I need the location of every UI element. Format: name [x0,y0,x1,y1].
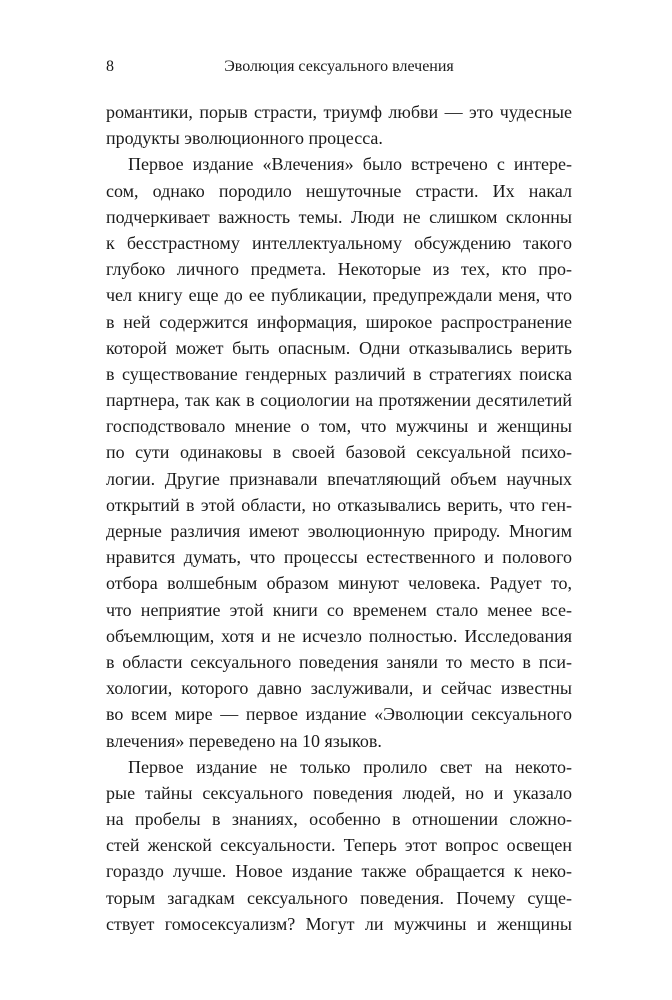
text-line: гораздо лучше. Новое издание также обращается к неко- [106,861,572,882]
text-line: дерные различия имеют эволюционную природу. Многим [106,521,572,541]
text-line: открытий в этой области, но отказывались верить, что ген- [106,494,572,515]
text-line: нравится думать, что процессы естественного и полового [106,547,572,568]
text-line: объемлющим, хотя и не исчезло полностью. Исследования [106,625,572,646]
text-line: логии. Другие признавали впечатляющий объем научных [106,468,572,489]
text-line: подчеркивает важность темы. Люди не слишком склонны [106,206,572,227]
text-line: Первое издание не только пролило свет на некото- [128,756,572,777]
text-line: влечения» переведено на 10 языков. [106,730,382,751]
text-line: романтики, порыв страсти, триумф любви — это чудесные [106,102,572,122]
text-line: сом, однако породило нешуточные страсти. Их накал [106,180,572,201]
page-number: 8 [106,58,114,75]
text-line: ствует гомосексуализм? Могут ли мужчины и женщины [106,913,572,934]
text-line: во всем мире — первое издание «Эволюции сексуального [106,704,572,725]
text-line: которой может быть опасным. Одни отказывались верить [106,337,572,358]
text-line: стей женской сексуальности. Теперь этот вопрос освещен [106,835,572,856]
text-line: глубоко личного предмета. Некоторые из тех, кто про- [106,259,572,280]
text-line: к бесстрастному интеллектуальному обсуждению такого [106,232,572,253]
text-line: что неприятие этой книги со временем стало менее все- [106,599,572,620]
text-line: продукты эволюционного процесса. [106,128,383,149]
text-line: чел книгу еще до ее публикации, предупреждали меня, что [106,285,572,306]
text-line: в ней содержится информация, широкое распространение [106,311,572,332]
running-title: Эволюция сексуального влечения [224,58,454,75]
text-line: в существование гендерных различий в стратегиях поиска [106,363,572,384]
text-line: по сути одинаковы в своей базовой сексуальной психо- [106,442,572,463]
text-line: партнера, так как в социологии на протяжении десятилетий [106,390,572,411]
text-line: Первое издание «Влечения» было встречено с интере- [128,154,572,175]
text-line: торым загадкам сексуального поведения. Почему суще- [106,887,572,908]
page-header [106,58,572,82]
text-line: в области сексуального поведения заняли то место в пси- [106,651,572,672]
body-text [106,99,572,937]
text-line: рые тайны сексуального поведения людей, но и указало [106,782,572,803]
text-line: на пробелы в знаниях, особенно в отношении сложно- [106,809,572,830]
text-line: отбора волшебным образом минуют человека. Радует то, [106,573,572,594]
text-line: господствовало мнение о том, что мужчины и женщины [106,416,572,437]
text-line: хологии, которого давно заслуживали, и сейчас известны [106,678,572,699]
